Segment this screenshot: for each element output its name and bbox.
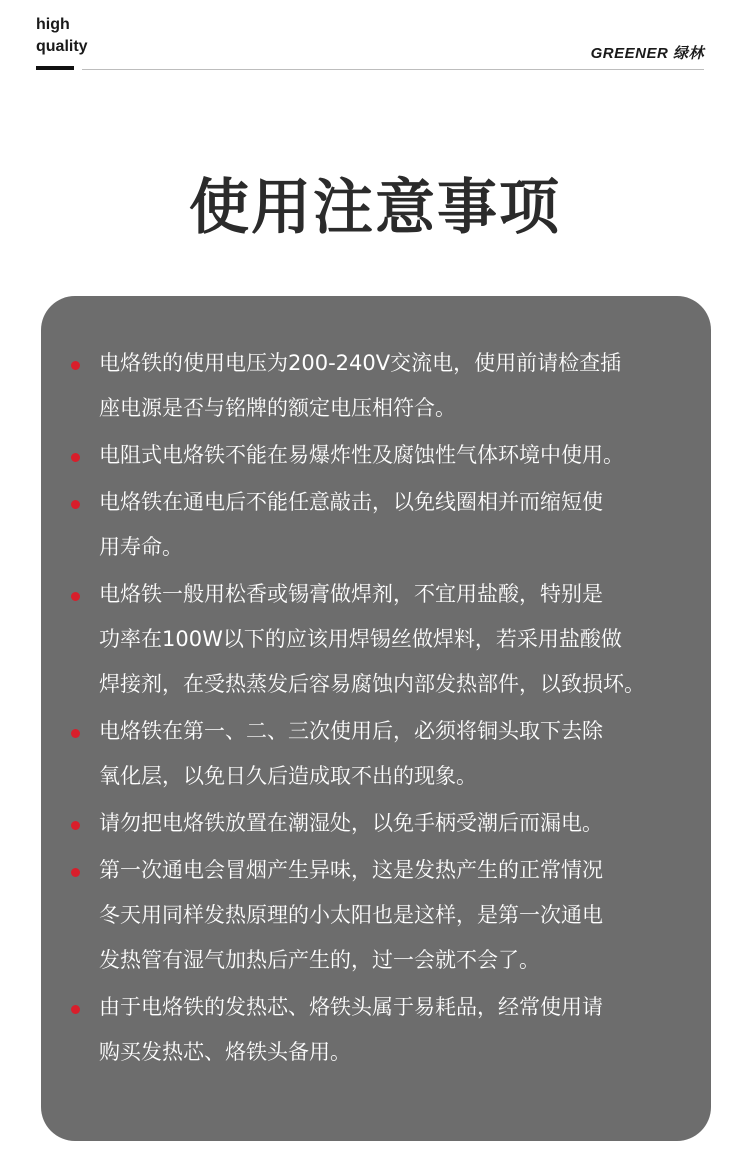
bullet-dot-icon (71, 453, 80, 462)
list-item (99, 433, 699, 478)
bullet-dot-icon (71, 592, 80, 601)
tagline-line: quality (36, 38, 88, 55)
tagline-line: high (36, 16, 70, 33)
brand-tagline (36, 14, 88, 58)
notice-line: 电烙铁一般用松香或锡膏做焊剂，不宜用盐酸，特别是 (99, 582, 603, 606)
notice-line: 氧化层，以免日久后造成取不出的现象。 (99, 764, 477, 788)
header-divider (82, 69, 704, 70)
notice-line: 座电源是否与铭牌的额定电压相符合。 (99, 396, 456, 420)
notice-list (99, 341, 699, 1075)
list-item (99, 341, 699, 431)
notice-line: 购买发热芯、烙铁头备用。 (99, 1040, 351, 1064)
bullet-dot-icon (71, 1005, 80, 1014)
notice-line: 电烙铁的使用电压为200-240V交流电，使用前请检查插 (99, 351, 622, 375)
notice-line: 发热管有湿气加热后产生的，过一会就不会了。 (99, 948, 540, 972)
bullet-dot-icon (71, 500, 80, 509)
list-item (99, 709, 699, 799)
page-title: 使用注意事项 (189, 173, 561, 243)
list-item (99, 480, 699, 570)
notice-line: 由于电烙铁的发热芯、烙铁头属于易耗品，经常使用请 (99, 995, 603, 1019)
notice-line: 用寿命。 (99, 535, 183, 559)
notice-card (41, 296, 711, 1141)
tagline-underline (36, 66, 74, 70)
bullet-dot-icon (71, 868, 80, 877)
list-item (99, 985, 699, 1075)
bullet-dot-icon (71, 821, 80, 830)
brand-logo: GREENER 绿林 (590, 45, 704, 62)
notice-line: 请勿把电烙铁放置在潮湿处，以免手柄受潮后而漏电。 (99, 811, 603, 835)
bullet-dot-icon (71, 361, 80, 370)
notice-line: 冬天用同样发热原理的小太阳也是这样，是第一次通电 (99, 903, 603, 927)
notice-line: 第一次通电会冒烟产生异味，这是发热产生的正常情况 (99, 858, 603, 882)
notice-line: 电阻式电烙铁不能在易爆炸性及腐蚀性气体环境中使用。 (99, 443, 624, 467)
notice-line: 焊接剂，在受热蒸发后容易腐蚀内部发热部件，以致损坏。 (99, 672, 645, 696)
notice-line: 电烙铁在通电后不能任意敲击，以免线圈相并而缩短使 (99, 490, 603, 514)
list-item (99, 572, 699, 707)
list-item (99, 801, 699, 846)
list-item (99, 848, 699, 983)
notice-line: 功率在100W以下的应该用焊锡丝做焊料，若采用盐酸做 (99, 627, 622, 651)
bullet-dot-icon (71, 729, 80, 738)
notice-line: 电烙铁在第一、二、三次使用后，必须将铜头取下去除 (99, 719, 603, 743)
